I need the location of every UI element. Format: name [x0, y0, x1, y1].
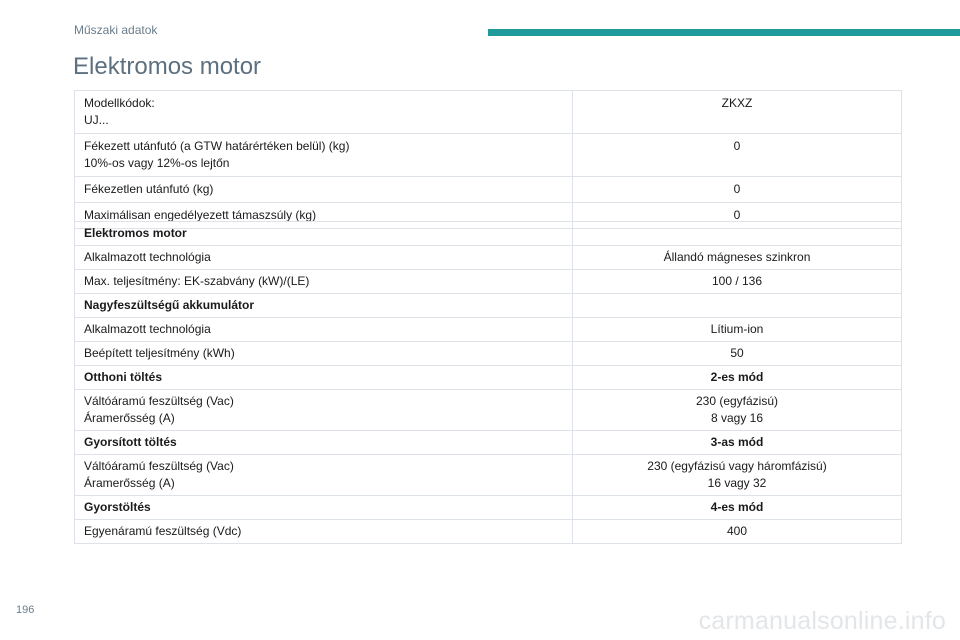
spec-label-text: Alkalmazott technológia	[84, 322, 211, 336]
spec-label-cell	[75, 222, 573, 246]
spec-label-cell	[75, 246, 573, 270]
spec-label-text: Maximálisan engedélyezett támaszsúly (kg)	[84, 208, 317, 222]
electric-motor-specs-table	[74, 221, 902, 544]
spec-label-cell	[75, 520, 573, 544]
spec-value-text: Lítium-ion	[710, 322, 764, 336]
watermark: carmanualsonline.info	[698, 607, 946, 635]
table-row	[75, 246, 902, 270]
spec-value-cell	[573, 520, 902, 544]
table-row	[75, 270, 902, 294]
table-row	[75, 431, 902, 455]
spec-value-text: 0	[733, 182, 741, 196]
spec-value-cell	[573, 270, 902, 294]
table-row	[75, 455, 902, 496]
spec-label-text: Gyorstöltés	[84, 500, 151, 514]
spec-label-text: Áramerősség (A)	[84, 411, 175, 425]
spec-value-text: 16 vagy 32	[707, 476, 767, 490]
spec-label-cell	[75, 318, 573, 342]
spec-value-cell	[573, 431, 902, 455]
spec-label-text: Nagyfeszültségű akkumulátor	[84, 298, 255, 312]
table-row	[75, 177, 902, 203]
spec-value-text: 0	[733, 208, 741, 222]
spec-value-text: 100 / 136	[711, 274, 763, 288]
spec-label-text: Otthoni töltés	[84, 370, 162, 384]
spec-label-text: Fékezetlen utánfutó (kg)	[84, 182, 214, 196]
table-row	[75, 91, 902, 134]
spec-label-text: Gyorsított töltés	[84, 435, 177, 449]
trailer-weights-table	[74, 90, 902, 229]
spec-value-text: ZKXZ	[721, 96, 753, 110]
spec-label-cell	[75, 294, 573, 318]
page-title: Elektromos motor	[73, 53, 262, 80]
spec-label-text: Váltóáramú feszültség (Vac)	[84, 459, 234, 473]
spec-value-cell	[573, 455, 902, 496]
spec-label-text: Egyenáramú feszültség (Vdc)	[84, 524, 242, 538]
table-row	[75, 134, 902, 177]
spec-value-text: 8 vagy 16	[710, 411, 764, 425]
section-accent-bar	[488, 29, 960, 36]
table-row	[75, 390, 902, 431]
table-row	[75, 294, 902, 318]
spec-label-cell	[75, 342, 573, 366]
spec-value-text: 4-es mód	[710, 500, 764, 514]
spec-value-text: 2-es mód	[710, 370, 764, 384]
spec-value-cell	[573, 222, 902, 246]
spec-value-cell	[573, 177, 902, 203]
spec-label-cell	[75, 431, 573, 455]
spec-value-cell	[573, 390, 902, 431]
spec-value-text: 230 (egyfázisú vagy háromfázisú)	[647, 459, 827, 473]
spec-value-cell	[573, 318, 902, 342]
spec-value-text: 400	[726, 524, 748, 538]
spec-label-text: 10%-os vagy 12%-os lejtőn	[84, 156, 230, 170]
table-row	[75, 342, 902, 366]
spec-value-text: 50	[730, 346, 744, 360]
spec-label-text: Elektromos motor	[84, 226, 187, 240]
spec-value-cell	[573, 294, 902, 318]
spec-label-cell	[75, 455, 573, 496]
spec-value-cell	[573, 134, 902, 177]
spec-value-cell	[573, 91, 902, 134]
spec-label-cell	[75, 91, 573, 134]
spec-value-text: 230 (egyfázisú)	[695, 394, 779, 408]
spec-label-text: Beépített teljesítmény (kWh)	[84, 346, 235, 360]
table-row	[75, 520, 902, 544]
page-number: 196	[16, 604, 35, 616]
spec-label-cell	[75, 270, 573, 294]
spec-value-text: 0	[733, 139, 741, 153]
table-row	[75, 366, 902, 390]
section-label: Műszaki adatok	[74, 23, 158, 37]
spec-label-text: Fékezett utánfutó (a GTW határértéken belül) (kg)	[84, 139, 350, 153]
spec-label-text: Modellkódok:	[84, 96, 155, 110]
spec-value-cell	[573, 496, 902, 520]
spec-label-text: Váltóáramú feszültség (Vac)	[84, 394, 234, 408]
spec-label-cell	[75, 496, 573, 520]
table-row	[75, 318, 902, 342]
spec-label-text: Max. teljesítmény: EK-szabvány (kW)/(LE)	[84, 274, 310, 288]
table-row	[75, 496, 902, 520]
spec-label-cell	[75, 134, 573, 177]
spec-label-cell	[75, 177, 573, 203]
spec-label-cell	[75, 390, 573, 431]
spec-value-text: Állandó mágneses szinkron	[663, 250, 811, 264]
spec-value-text: 3-as mód	[710, 435, 764, 449]
spec-label-cell	[75, 366, 573, 390]
spec-label-text: UJ...	[84, 113, 109, 127]
spec-label-text: Alkalmazott technológia	[84, 250, 211, 264]
spec-value-cell	[573, 342, 902, 366]
spec-value-cell	[573, 366, 902, 390]
spec-label-text: Áramerősség (A)	[84, 476, 175, 490]
spec-value-cell	[573, 246, 902, 270]
table-row	[75, 222, 902, 246]
